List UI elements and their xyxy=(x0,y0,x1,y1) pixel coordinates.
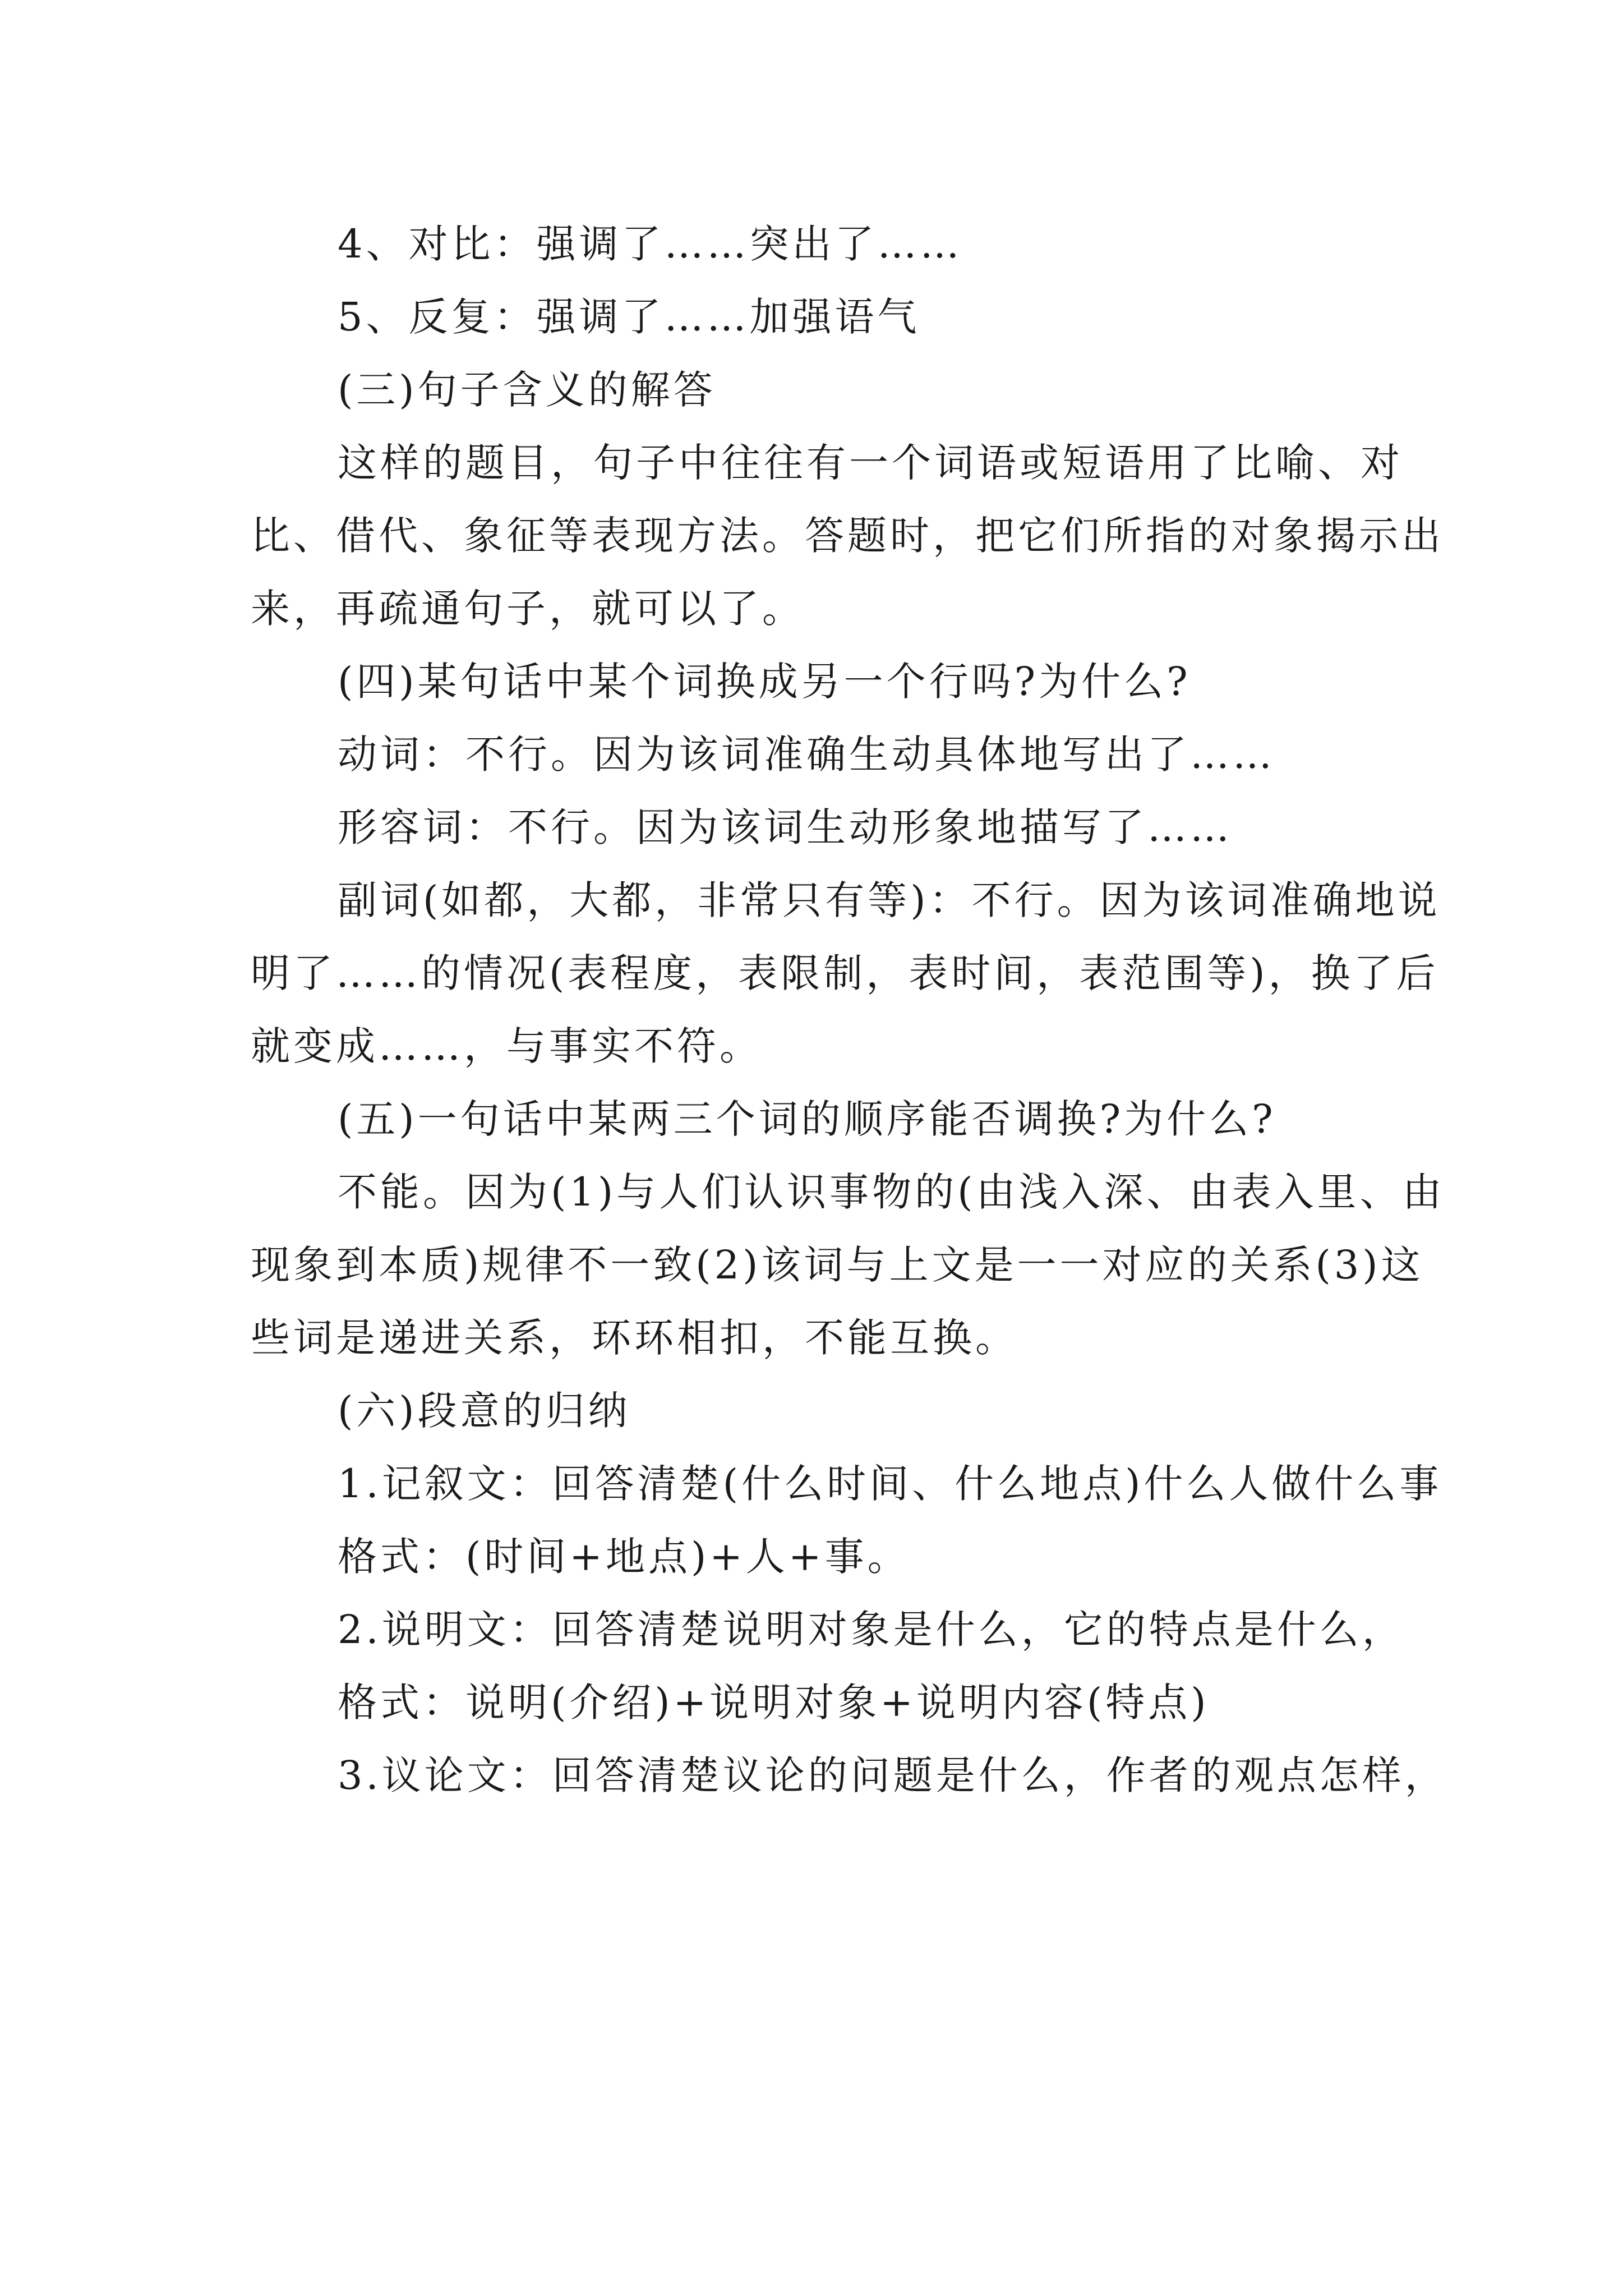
paragraph: 5、反复：强调了……加强语气 xyxy=(338,294,920,340)
section-heading: (六)段意的归纳 xyxy=(338,1388,631,1434)
paragraph: 不能。因为(1)与人们认识事物的(由浅入深、由表入里、由现象到本质)规律不一致(2)该词与上文是一一对应的关系(3)这些词是递进关系，环环相扣，不能互换。 xyxy=(251,1169,1445,1361)
section-heading: (四)某句话中某个词换成另一个行吗?为什么? xyxy=(338,659,1191,705)
paragraph: 4、对比：强调了……突出了…… xyxy=(338,221,963,267)
paragraph: 格式：说明(介绍)+说明对象+说明内容(特点) xyxy=(338,1680,1210,1726)
paragraph: 副词(如都，大都，非常只有等)：不行。因为该词准确地说明了……的情况(表程度，表限制，表时间，表范围等)，换了后就变成……，与事实不符。 xyxy=(251,877,1441,1069)
section-heading: (五)一句话中某两三个词的顺序能否调换?为什么? xyxy=(338,1096,1276,1142)
paragraph: 格式：(时间+地点)+人+事。 xyxy=(338,1534,910,1580)
paragraph: 2.说明文：回答清楚说明对象是什么，它的特点是什么， xyxy=(338,1607,1405,1653)
paragraph: 这样的题目，句子中往往有一个词语或短语用了比喻、对比、借代、象征等表现方法。答题时，把它们所指的对象揭示出来，再疏通句子，就可以了。 xyxy=(251,440,1444,632)
document-body xyxy=(251,208,1456,1812)
paragraph: 1.记叙文：回答清楚(什么时间、什么地点)什么人做什么事 xyxy=(338,1461,1442,1507)
paragraph: 形容词：不行。因为该词生动形象地描写了…… xyxy=(338,804,1233,850)
paragraph: 3.议论文：回答清楚议论的问题是什么，作者的观点怎样， xyxy=(338,1752,1447,1798)
paragraph: 动词：不行。因为该词准确生动具体地写出了…… xyxy=(338,731,1275,777)
section-heading: (三)句子含义的解答 xyxy=(338,367,716,413)
